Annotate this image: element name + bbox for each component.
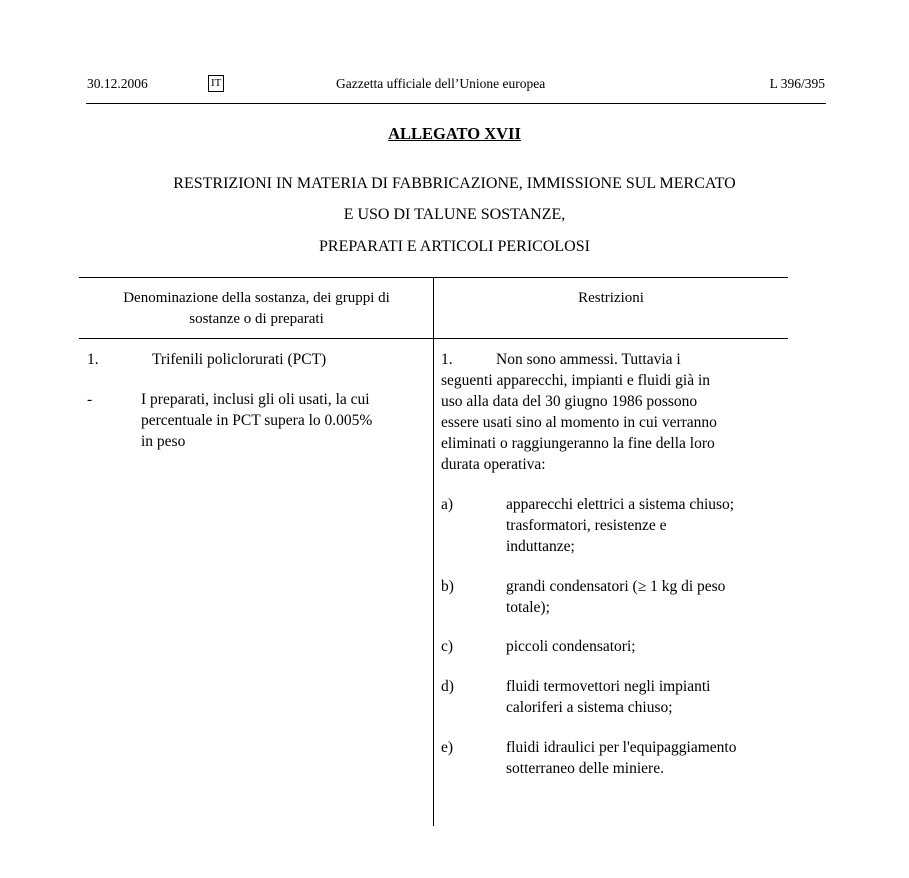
page-reference: L 396/395 xyxy=(769,76,825,91)
restriction-item-line: sotterraneo delle miniere. xyxy=(506,760,664,777)
restriction-item-letter: e) xyxy=(441,739,454,756)
restriction-item-text xyxy=(506,636,636,657)
column-header-substance xyxy=(80,288,433,330)
restriction-item-letter: b) xyxy=(441,578,454,595)
restriction-intro-line: durata operativa: xyxy=(441,456,546,473)
restriction-item-text xyxy=(506,737,737,779)
restriction-item-line: fluidi idraulici per l'equipaggiamento xyxy=(506,739,737,756)
restriction-intro-line: Non sono ammessi. Tuttavia i xyxy=(496,351,681,368)
restriction-item-line: trasformatori, resistenze e xyxy=(506,517,667,534)
restriction-item-line: fluidi termovettori negli impianti xyxy=(506,678,711,695)
journal-title: Gazzetta ufficiale dell’Unione europea xyxy=(336,76,546,91)
restriction-intro xyxy=(441,370,717,475)
annex-title: ALLEGATO XVII xyxy=(388,124,521,143)
restriction-intro-line: seguenti apparecchi, impianti e fluidi già in xyxy=(441,372,711,389)
publication-date: 30.12.2006 xyxy=(87,76,148,91)
restriction-item-line: induttanze; xyxy=(506,538,575,555)
restriction-item-letter: c) xyxy=(441,638,454,655)
subtitle-line-3: PREPARATI E ARTICOLI PERICOLOSI xyxy=(319,238,590,255)
restriction-item-text xyxy=(506,576,725,618)
restriction-item-line: apparecchi elettrici a sistema chiuso; xyxy=(506,496,735,513)
substance-number: 1. xyxy=(87,351,99,368)
restriction-item-letter: d) xyxy=(441,678,454,695)
restriction-intro-line: uso alla data del 30 giugno 1986 possono xyxy=(441,393,698,410)
header-divider xyxy=(86,103,826,104)
column-header-substance-line: Denominazione della sostanza, dei gruppi di xyxy=(123,290,390,306)
substance-name: Trifenili policlorurati (PCT) xyxy=(152,351,327,368)
restriction-item-text xyxy=(506,676,710,718)
substance-item-line: I preparati, inclusi gli oli usati, la cui xyxy=(141,391,370,408)
column-header-restrictions: Restrizioni xyxy=(578,290,644,306)
restriction-item-letter: a) xyxy=(441,496,454,513)
restriction-intro-line: essere usati sino al momento in cui verranno xyxy=(441,414,717,431)
subtitle-line-2: E USO DI TALUNE SOSTANZE, xyxy=(343,206,566,223)
substance-item-line: in peso xyxy=(141,433,186,450)
restriction-item-line: piccoli condensatori; xyxy=(506,638,636,655)
page-header xyxy=(87,74,825,96)
restriction-item-line: caloriferi a sistema chiuso; xyxy=(506,699,673,716)
substance-item-dash: - xyxy=(87,391,93,408)
restriction-item-line: totale); xyxy=(506,599,550,616)
column-header-substance-line: sostanze o di preparati xyxy=(189,311,324,327)
language-badge: IT xyxy=(208,75,224,92)
subtitle-line-1: RESTRIZIONI IN MATERIA DI FABBRICAZIONE, IMMISSIONE SUL MERCATO xyxy=(173,175,736,192)
restriction-item-text xyxy=(506,494,734,557)
restriction-number: 1. xyxy=(441,351,453,368)
restriction-intro-line: eliminati o raggiungeranno la fine della loro xyxy=(441,435,715,452)
column-divider xyxy=(433,278,434,826)
substance-item-line: percentuale in PCT supera lo 0.005% xyxy=(141,412,373,429)
restriction-item-line: grandi condensatori (≥ 1 kg di peso xyxy=(506,578,726,595)
substance-item-text xyxy=(141,389,372,452)
